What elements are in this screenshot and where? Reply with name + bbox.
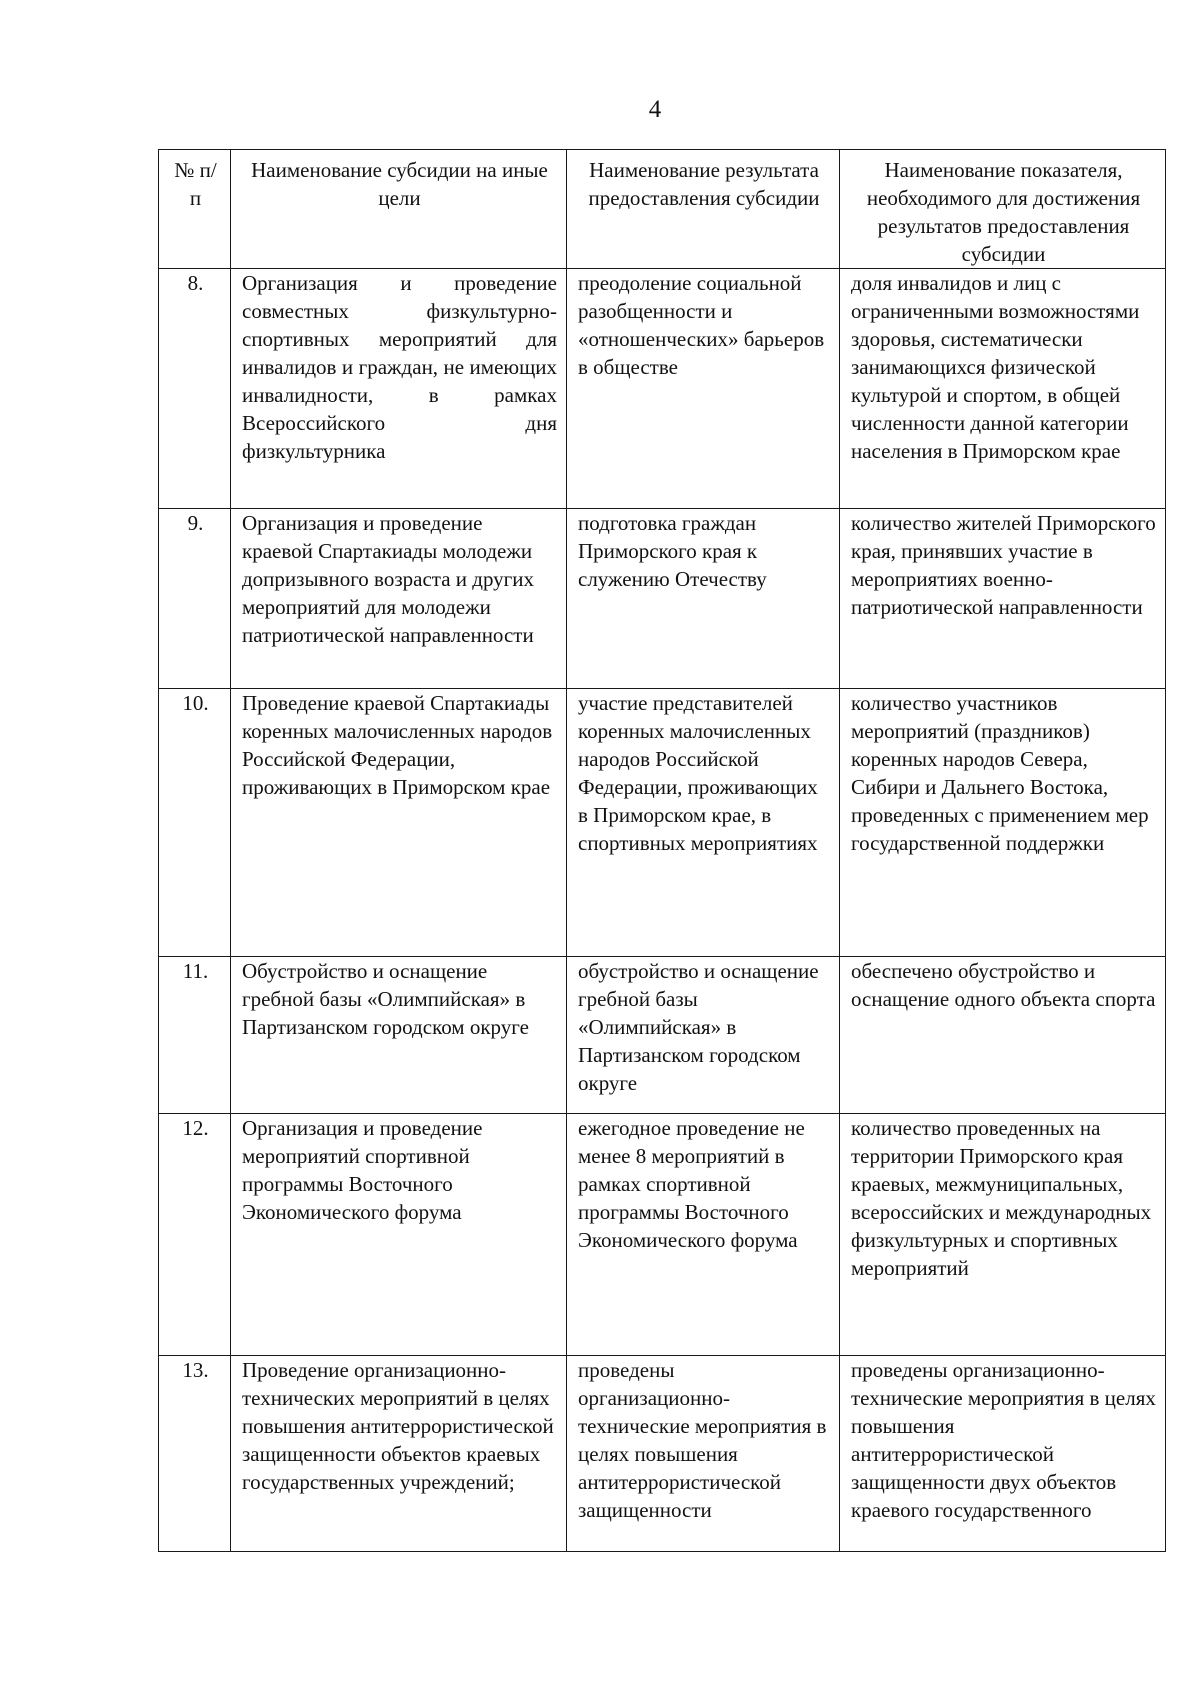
indicator-cell: количество проведенных на территории Приморского края краевых, межмуниципальных, всероссийских и международных физкультурных и спортивных мероприятий xyxy=(840,1114,1166,1356)
row-number: 13. xyxy=(159,1356,231,1552)
row-number: 10. xyxy=(159,689,231,957)
result-cell: преодоление социальной разобщенности и «отношенческих» барьеров в обществе xyxy=(567,269,840,509)
indicator-cell: проведены организационно-технические мероприятия в целях повышения антитеррористической защищенности двух объектов краевого государственного xyxy=(840,1356,1166,1552)
header-number: № п/п xyxy=(159,150,231,269)
result-cell: участие представителей коренных малочисленных народов Российской Федерации, проживающих в Приморском крае, в спортивных мероприятиях xyxy=(567,689,840,957)
table-row xyxy=(159,689,1166,957)
result-cell: подготовка граждан Приморского края к служению Отечеству xyxy=(567,509,840,689)
indicator-cell: количество участников мероприятий (праздников) коренных народов Севера, Сибири и Дальнего Востока, проведенных с применением мер государственной поддержки xyxy=(840,689,1166,957)
row-number: 12. xyxy=(159,1114,231,1356)
table-header-row xyxy=(159,150,1166,269)
header-subsidy-name: Наименование субсидии на иные цели xyxy=(231,150,567,269)
subsidy-table xyxy=(158,149,1166,1552)
subsidy-name-cell: Проведение организационно-технических мероприятий в целях повышения антитеррористической защищенности объектов краевых государственных учреждений; xyxy=(231,1356,567,1552)
subsidy-name-cell: Организация и проведение мероприятий спортивной программы Восточного Экономического форума xyxy=(231,1114,567,1356)
indicator-cell: доля инвалидов и лиц с ограниченными возможностями здоровья, систематически занимающихся физической культурой и спортом, в общей численности данной категории населения в Приморском крае xyxy=(840,269,1166,509)
subsidy-name-cell: Организация и проведение совместных физкультурно-спортивных мероприятий для инвалидов и граждан, не имеющих инвалидности, в рамках Всероссийского дня физкультурника xyxy=(231,269,567,509)
indicator-cell: обеспечено обустройство и оснащение одного объекта спорта xyxy=(840,957,1166,1114)
subsidy-name-cell: Обустройство и оснащение гребной базы «Олимпийская» в Партизанском городском округе xyxy=(231,957,567,1114)
page-number: 4 xyxy=(648,96,662,123)
table-row xyxy=(159,269,1166,509)
result-cell: ежегодное проведение не менее 8 мероприятий в рамках спортивной программы Восточного Экономического форума xyxy=(567,1114,840,1356)
table-row xyxy=(159,957,1166,1114)
row-number: 9. xyxy=(159,509,231,689)
indicator-cell: количество жителей Приморского края, принявших участие в мероприятиях военно-патриотической направленности xyxy=(840,509,1166,689)
row-number: 11. xyxy=(159,957,231,1114)
row-number: 8. xyxy=(159,269,231,509)
header-indicator-name: Наименование показателя, необходимого для достижения результатов предоставления субсидии xyxy=(840,150,1166,269)
table-row xyxy=(159,509,1166,689)
result-cell: обустройство и оснащение гребной базы «Олимпийская» в Партизанском городском округе xyxy=(567,957,840,1114)
subsidy-name-cell: Организация и проведение краевой Спартакиады молодежи допризывного возраста и других мероприятий для молодежи патриотической направленности xyxy=(231,509,567,689)
table-row xyxy=(159,1356,1166,1552)
result-cell: проведены организационно-технические мероприятия в целях повышения антитеррористической защищенности xyxy=(567,1356,840,1552)
header-result-name: Наименование результата предоставления субсидии xyxy=(567,150,840,269)
subsidy-name-cell: Проведение краевой Спартакиады коренных малочисленных народов Российской Федерации, проживающих в Приморском крае xyxy=(231,689,567,957)
table-row xyxy=(159,1114,1166,1356)
